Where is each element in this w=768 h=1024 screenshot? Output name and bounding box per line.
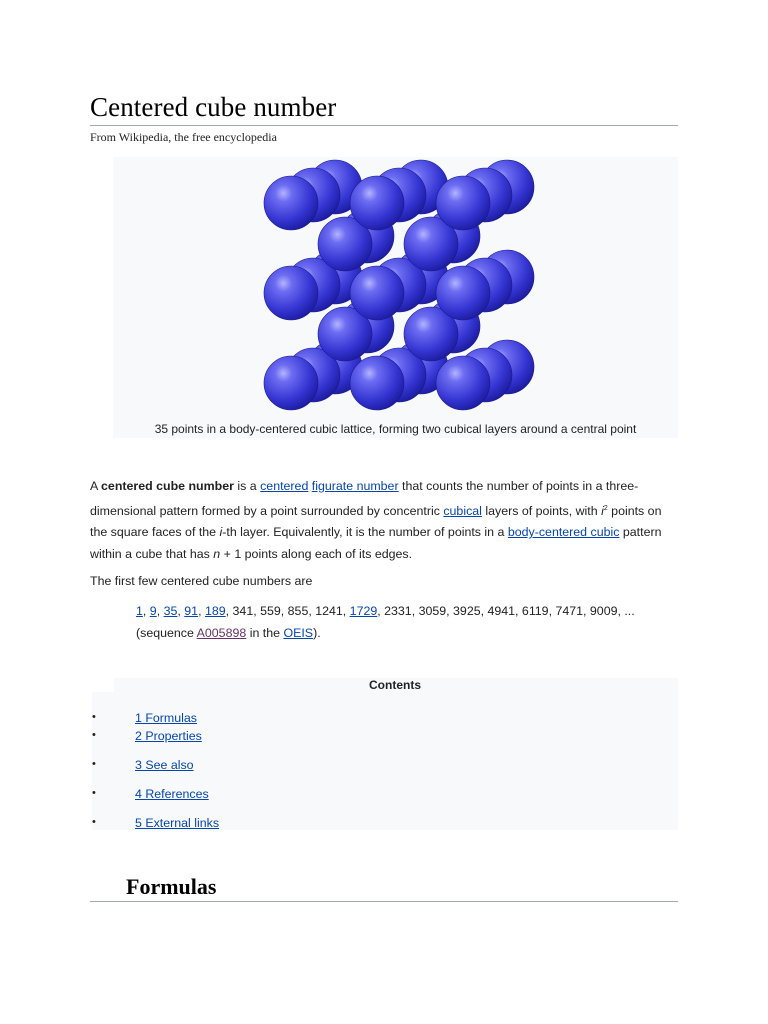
bullet-icon: •: [92, 729, 96, 741]
lattice-image: [113, 157, 678, 417]
lattice-sphere: [436, 356, 490, 410]
link-cubical[interactable]: cubical: [443, 503, 482, 518]
toc-link-external-links[interactable]: 5 External links: [135, 816, 220, 830]
link-centered[interactable]: centered: [260, 479, 309, 493]
lattice-sphere: [350, 266, 404, 320]
term-bold: centered cube number: [101, 479, 234, 493]
lattice-sphere: [350, 356, 404, 410]
sequence-list: 1, 9, 35, 91, 189, 341, 559, 855, 1241, 1729, 2331, 3059, 3925, 4941, 6119, 7471, 9009, ... (sequence A005898 in the OEIS).: [136, 604, 635, 640]
intro-paragraph: A centered cube number is a centered figurate number that counts the number of points in a three-dimensional pattern formed by a point surrounded by concentric cubical layers of points, with $i^2$ points on the square faces of the i-th layer. Equivalently, it is the number of points in a body-centered cubic pattern within a cube that has n + 1 points along each of its edges.: [90, 479, 662, 561]
bullet-icon: •: [92, 758, 96, 770]
first-few-text: The first few centered cube numbers are: [90, 574, 313, 588]
lattice-sphere: [350, 176, 404, 230]
bullet-icon: •: [92, 816, 96, 828]
table-of-contents: [92, 678, 678, 830]
seq-link-35[interactable]: 35: [163, 604, 178, 618]
lattice-figure: [113, 157, 678, 438]
lattice-sphere: [264, 266, 318, 320]
seq-link-91[interactable]: 91: [184, 604, 199, 618]
page-title: Centered cube number: [90, 92, 337, 122]
bullet-icon: •: [92, 787, 96, 799]
lattice-sphere: [436, 176, 490, 230]
title-divider: [90, 125, 678, 126]
oeis-sequence-link[interactable]: A005898: [196, 626, 247, 640]
toc-title: Contents: [369, 678, 421, 692]
seq-link-189[interactable]: 189: [204, 604, 226, 618]
seq-link-1[interactable]: 1: [136, 604, 143, 618]
site-subtitle: From Wikipedia, the free encyclopedia: [90, 130, 277, 144]
section-divider: [90, 901, 678, 902]
seq-link-9[interactable]: 9: [149, 604, 157, 618]
lattice-sphere: [264, 176, 318, 230]
lattice-sphere: [436, 266, 490, 320]
link-body-centered-cubic[interactable]: body-centered cubic: [507, 525, 620, 540]
toc-link-formulas[interactable]: 1 Formulas: [135, 711, 197, 725]
toc-link-references[interactable]: 4 References: [135, 787, 209, 801]
oeis-link[interactable]: OEIS: [283, 626, 314, 640]
seq-link-1729[interactable]: 1729: [349, 604, 378, 618]
bullet-icon: •: [92, 711, 96, 723]
link-figurate-number[interactable]: figurate number: [311, 479, 399, 493]
lattice-sphere: [264, 356, 318, 410]
toc-link-see-also[interactable]: 3 See also: [135, 758, 194, 772]
toc-link-properties[interactable]: 2 Properties: [135, 729, 202, 743]
section-heading-formulas: Formulas: [126, 874, 217, 899]
figure-caption: 35 points in a body-centered cubic lattice, forming two cubical layers around a central point: [154, 422, 637, 436]
